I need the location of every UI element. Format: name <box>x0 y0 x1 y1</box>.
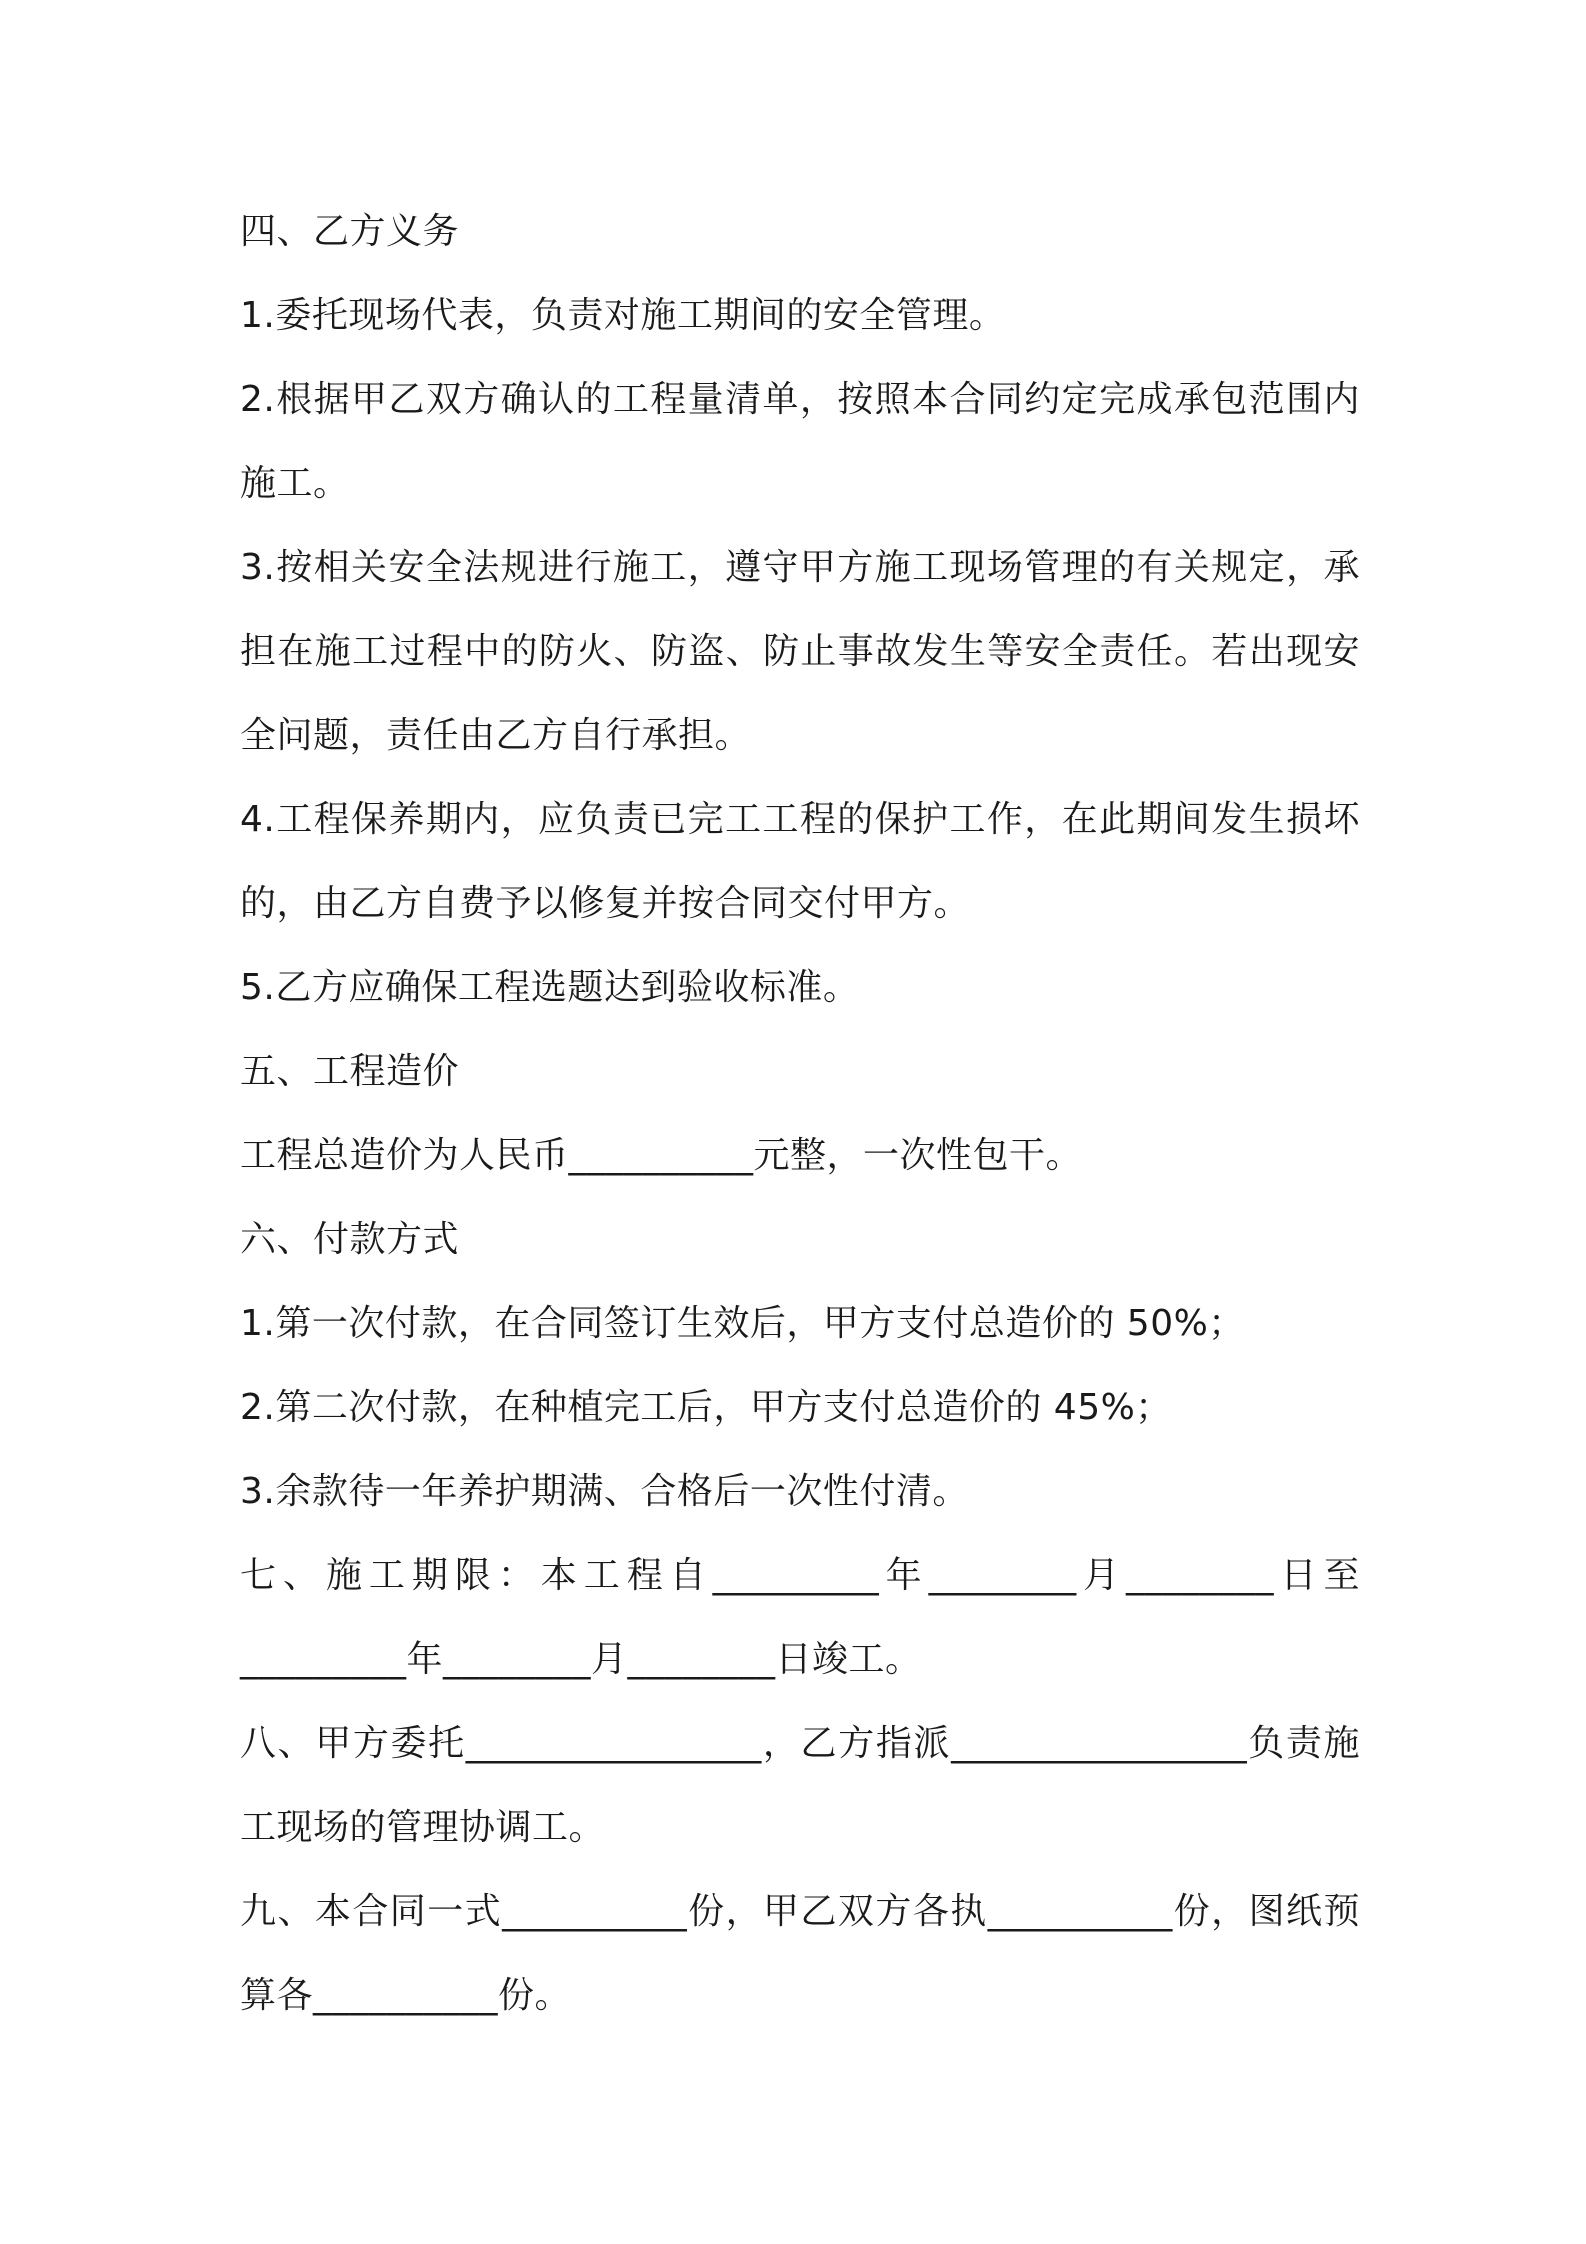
section-heading-party-b-obligations: 四、乙方义务 <box>240 211 460 252</box>
clause-text: 5.乙方应确保工程选题达到验收标准。 <box>240 967 860 1008</box>
clause-text: 的，由乙方自费予以修复并按合同交付甲方。 <box>240 883 971 924</box>
clause-text: 3.按相关安全法规进行施工，遵守甲方施工现场管理的有关规定，承 <box>240 547 1360 588</box>
section-heading-project-cost: 五、工程造价 <box>240 1051 460 1092</box>
section-heading-copies: 九、本合同一式__________份，甲乙双方各执__________份，图纸预 <box>240 1891 1360 1932</box>
clause-text: 算各__________份。 <box>240 1975 572 2016</box>
clause-text: 1.委托现场代表，负责对施工期间的安全管理。 <box>240 295 1006 336</box>
clause-text: 3.余款待一年养护期满、合格后一次性付清。 <box>240 1471 969 1512</box>
clause-text: 2.根据甲乙双方确认的工程量清单，按照本合同约定完成承包范围内 <box>240 379 1360 420</box>
clause-text: 工程总造价为人民币__________元整，一次性包干。 <box>240 1135 1083 1176</box>
clause-text: 担在施工过程中的防火、防盗、防止事故发生等安全责任。若出现安 <box>240 631 1360 672</box>
section-heading-site-management: 八、甲方委托________________，乙方指派________________负责施 <box>240 1723 1360 1764</box>
clause-text: 2.第二次付款，在种植完工后，甲方支付总造价的 45%； <box>240 1387 1172 1428</box>
clause-text: 4.工程保养期内，应负责已完工工程的保护工作，在此期间发生损坏 <box>240 799 1360 840</box>
clause-text: 工现场的管理协调工。 <box>240 1807 606 1848</box>
clause-text: 全问题，责任由乙方自行承担。 <box>240 715 752 756</box>
clause-text: 1.第一次付款，在合同签订生效后，甲方支付总造价的 50%； <box>240 1303 1245 1344</box>
section-heading-payment-method: 六、付款方式 <box>240 1219 460 1260</box>
section-heading-construction-period: 七、施工期限：本工程自_________年________月________日至 <box>240 1555 1360 1596</box>
clause-text: _________年________月________日竣工。 <box>240 1639 922 1680</box>
clause-text: 施工。 <box>240 463 350 504</box>
contract-page <box>240 190 1360 2038</box>
